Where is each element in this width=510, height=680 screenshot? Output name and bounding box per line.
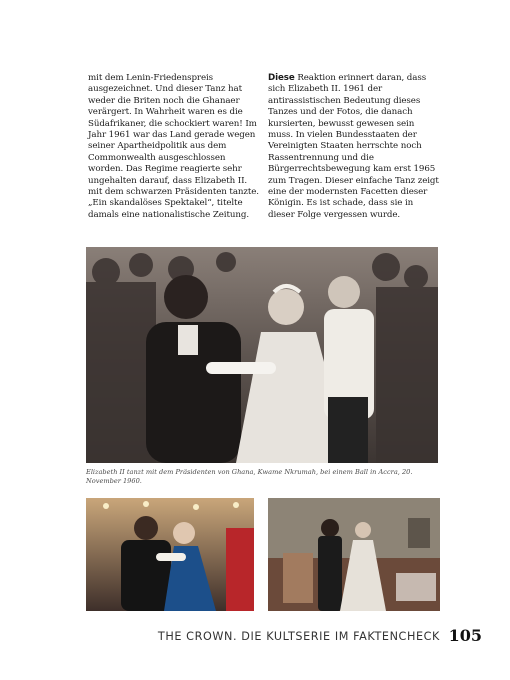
article-column-left [88,73,260,221]
article-text-right: Reaktion erinnert daran, dass sich Elizabeth II. 1961 der antirassistischen Bedeutung dieses Tanzes und der Fotos, die danach kursierten, bewusst gewesen sein muss. In vielen Bundesstaaten der Vereinigten Staaten herrschte noch Rassentrennung und die Bürgerrechtsbewegung kam erst 1965 zum Tragen. Dieser einfache Tanz zeigt eine der modernsten Facetten dieser Königin. Es ist schade, dass sie in dieser Folge vergessen wurde. [268,73,439,220]
photo-caption: Elizabeth II tanzt mit dem Präsidenten von Ghana, Kwame Nkrumah, bei einem Ball in Accra, 20. November 1960. [86,468,413,485]
page-footer [0,628,510,648]
running-footer-title: THE CROWN. DIE KULTSERIE IM FAKTENCHECK [157,630,440,643]
historical-photo-graphic [268,498,440,611]
series-still-graphic [86,498,254,611]
series-still-dance [86,498,254,611]
main-photo-graphic [86,247,438,463]
page-number: 105 [448,626,482,645]
historical-color-photo [268,498,440,611]
article-text-left: mit dem Lenin-Friedenspreis ausgezeichnet. Und dieser Tanz hat weder die Briten noch die Ghanaer verärgert. In Wahrheit waren es die Südafrikaner, die schockiert waren! Im Jahr 1961 war das Land gerade wegen seiner Apartheidpolitik aus dem Commonwealth ausgeschlossen worden. Das Regime reagierte sehr ungehalten darauf, dass Elizabeth II. mit dem schwarzen Präsidenten tanzte. „Ein skandalöses Spektakel“, titelte damals eine nationalistische Zeitung. [88,73,259,220]
main-photo-dance-accra [86,247,438,463]
paragraph-lead-word: Diese [268,73,295,83]
article-column-right [268,73,440,221]
